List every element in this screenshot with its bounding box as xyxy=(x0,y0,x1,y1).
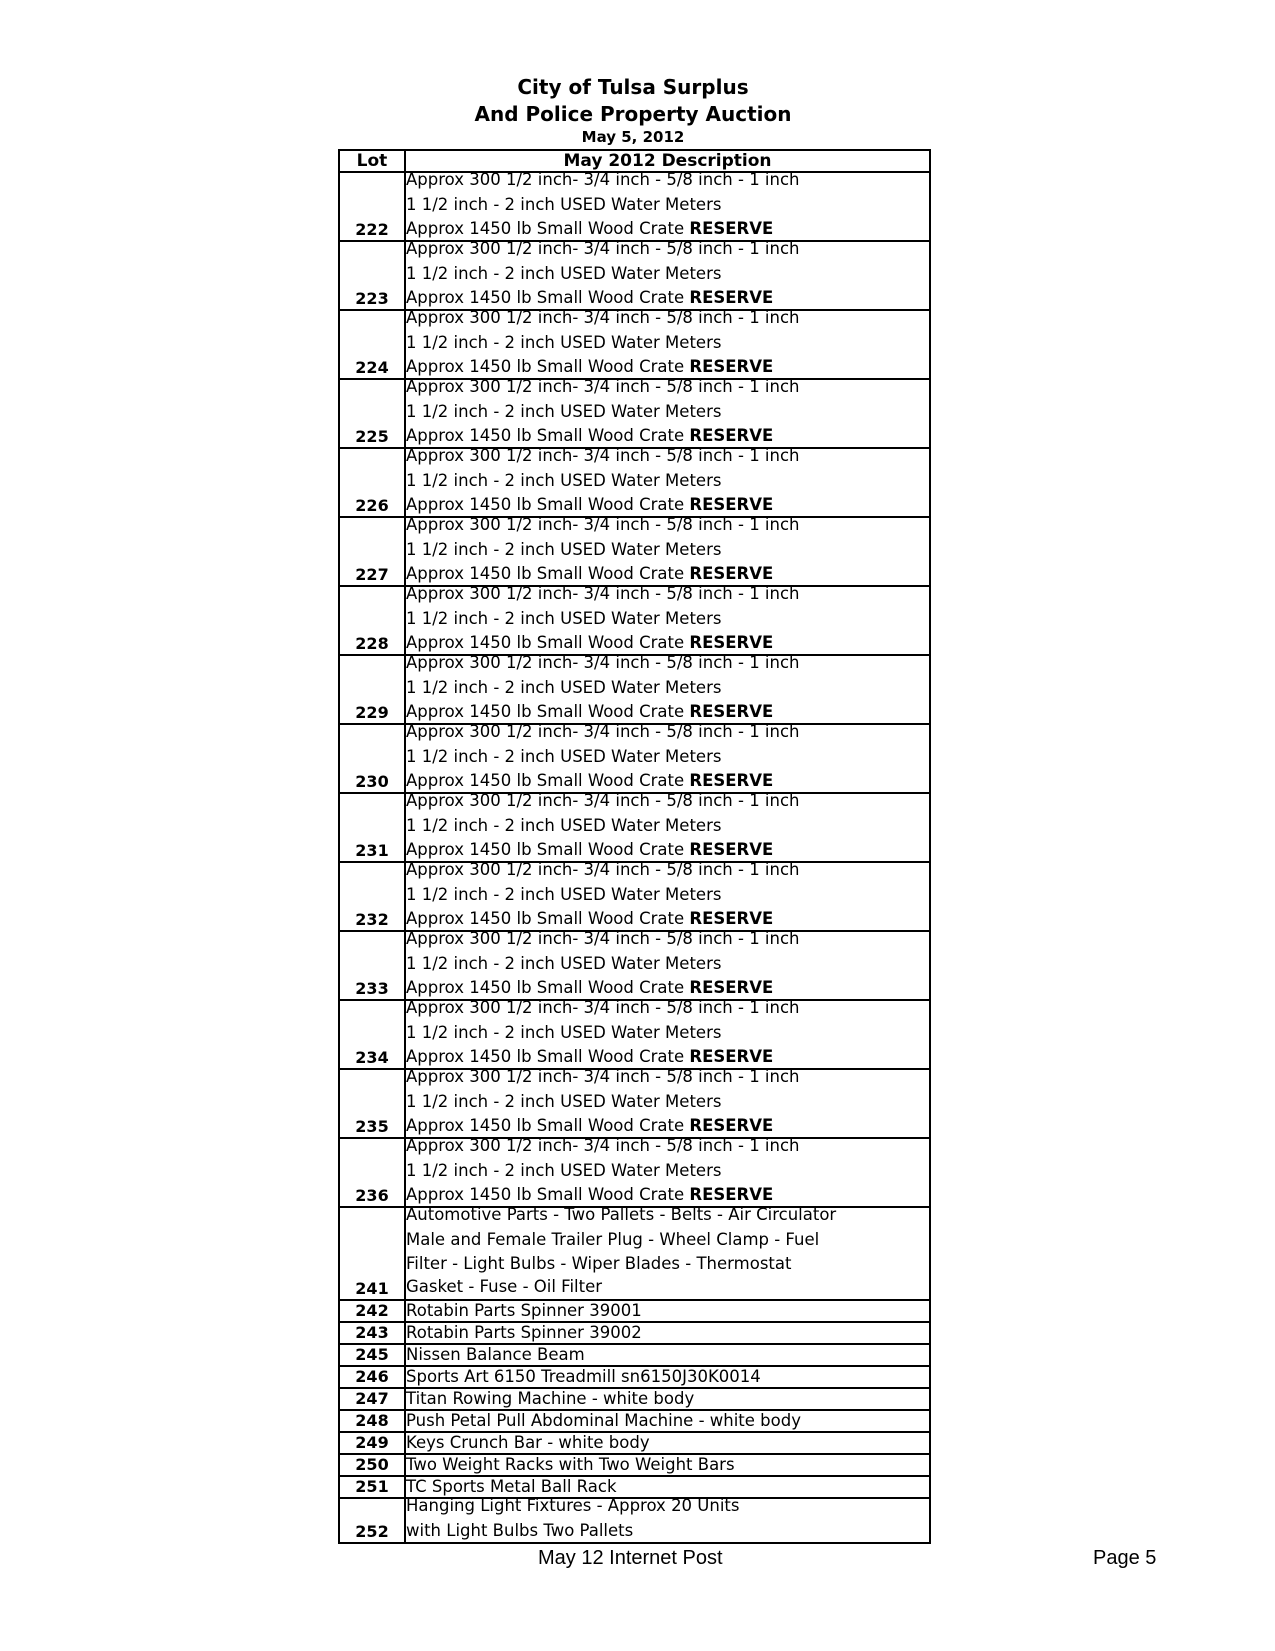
lot-description xyxy=(405,1454,930,1476)
lot-description xyxy=(405,172,930,241)
description-text: Approx 300 1/2 inch- 3/4 inch - 5/8 inch - 1 inch xyxy=(406,1001,800,1017)
description-line xyxy=(406,1455,929,1475)
description-text: TC Sports Metal Ball Rack xyxy=(406,1476,617,1496)
description-text: Gasket - Fuse - Oil Filter xyxy=(406,1277,603,1296)
description-text: 1 1/2 inch - 2 inch USED Water Meters xyxy=(406,264,722,283)
description-line xyxy=(406,193,929,217)
table-row xyxy=(339,1000,930,1069)
lot-description xyxy=(405,1432,930,1454)
lot-description xyxy=(405,310,930,379)
lot-number: 231 xyxy=(339,793,405,862)
lot-description xyxy=(405,1069,930,1138)
page-number: Page 5 xyxy=(1093,1547,1157,1569)
description-line xyxy=(406,725,929,745)
description-line xyxy=(406,676,929,700)
description-text: Approx 300 1/2 inch- 3/4 inch - 5/8 inch - 1 inch xyxy=(406,656,800,672)
description-line xyxy=(406,173,929,193)
description-line xyxy=(406,1183,929,1207)
description-line xyxy=(406,976,929,1000)
description-text: Hanging Light Fixtures - Approx 20 Units xyxy=(406,1498,740,1515)
description-text: Approx 1450 lb Small Wood Crate xyxy=(406,908,690,928)
lot-description xyxy=(405,1498,930,1544)
description-line xyxy=(406,493,929,517)
table-row xyxy=(339,1498,930,1544)
description-text: Titan Rowing Machine - white body xyxy=(406,1388,695,1408)
description-line xyxy=(406,932,929,952)
table-row xyxy=(339,1476,930,1498)
lot-number: 230 xyxy=(339,724,405,793)
description-text: Approx 1450 lb Small Wood Crate xyxy=(406,1046,690,1066)
description-text: Approx 1450 lb Small Wood Crate xyxy=(406,632,690,652)
lot-number: 241 xyxy=(339,1207,405,1300)
reserve-flag: RESERVE xyxy=(689,218,774,238)
description-line xyxy=(406,656,929,676)
description-text: Approx 1450 lb Small Wood Crate xyxy=(406,563,690,583)
lot-description xyxy=(405,655,930,724)
description-text: 1 1/2 inch - 2 inch USED Water Meters xyxy=(406,954,722,973)
table-row xyxy=(339,1069,930,1138)
table-row xyxy=(339,1454,930,1476)
description-text: Two Weight Racks with Two Weight Bars xyxy=(406,1454,735,1474)
lot-number: 234 xyxy=(339,1000,405,1069)
lot-number: 243 xyxy=(339,1322,405,1344)
table-row xyxy=(339,1207,930,1300)
lot-description xyxy=(405,1388,930,1410)
description-line xyxy=(406,1114,929,1138)
lot-description xyxy=(405,517,930,586)
table-header-row xyxy=(339,150,930,172)
description-line xyxy=(406,952,929,976)
description-text: 1 1/2 inch - 2 inch USED Water Meters xyxy=(406,609,722,628)
description-line xyxy=(406,1389,929,1409)
description-line xyxy=(406,1367,929,1387)
lot-number: 242 xyxy=(339,1300,405,1322)
table-row xyxy=(339,793,930,862)
description-text: Approx 300 1/2 inch- 3/4 inch - 5/8 inch - 1 inch xyxy=(406,1070,800,1086)
description-line xyxy=(406,907,929,931)
lot-description xyxy=(405,586,930,655)
description-line xyxy=(406,1021,929,1045)
reserve-flag: RESERVE xyxy=(689,977,774,997)
description-text: Approx 1450 lb Small Wood Crate xyxy=(406,1184,690,1204)
table-row xyxy=(339,724,930,793)
description-text: Approx 300 1/2 inch- 3/4 inch - 5/8 inch - 1 inch xyxy=(406,380,800,396)
lot-number: 224 xyxy=(339,310,405,379)
description-line xyxy=(406,286,929,310)
description-text: 1 1/2 inch - 2 inch USED Water Meters xyxy=(406,747,722,766)
lot-number: 228 xyxy=(339,586,405,655)
description-line xyxy=(406,331,929,355)
description-line xyxy=(406,607,929,631)
description-line xyxy=(406,217,929,241)
reserve-flag: RESERVE xyxy=(689,1115,774,1135)
description-line xyxy=(406,1208,929,1228)
auction-date: May 5, 2012 xyxy=(581,128,685,146)
description-line xyxy=(406,1252,929,1276)
lot-number: 248 xyxy=(339,1410,405,1432)
table-row xyxy=(339,1344,930,1366)
table-row xyxy=(339,1410,930,1432)
description-line xyxy=(406,838,929,862)
lot-table-body xyxy=(339,172,930,1543)
lot-description xyxy=(405,1322,930,1344)
table-row xyxy=(339,931,930,1000)
table-row xyxy=(339,1300,930,1322)
description-text: Rotabin Parts Spinner 39001 xyxy=(406,1300,642,1320)
description-line xyxy=(406,400,929,424)
table-row xyxy=(339,586,930,655)
description-text: Approx 1450 lb Small Wood Crate xyxy=(406,494,690,514)
lot-number: 232 xyxy=(339,862,405,931)
lot-description xyxy=(405,724,930,793)
lot-description xyxy=(405,1207,930,1300)
description-line xyxy=(406,1159,929,1183)
description-text: Approx 300 1/2 inch- 3/4 inch - 5/8 inch - 1 inch xyxy=(406,173,800,189)
description-text: Keys Crunch Bar - white body xyxy=(406,1432,650,1452)
description-line xyxy=(406,1301,929,1321)
description-line xyxy=(406,1345,929,1365)
table-row xyxy=(339,862,930,931)
description-text: Sports Art 6150 Treadmill sn6150J30K0014 xyxy=(406,1366,761,1386)
description-text: 1 1/2 inch - 2 inch USED Water Meters xyxy=(406,1092,722,1111)
description-text: Automotive Parts - Two Pallets - Belts - Air Circulator xyxy=(406,1208,837,1224)
description-text: Approx 300 1/2 inch- 3/4 inch - 5/8 inch - 1 inch xyxy=(406,725,800,741)
description-line xyxy=(406,311,929,331)
lot-number: 250 xyxy=(339,1454,405,1476)
lot-number: 251 xyxy=(339,1476,405,1498)
description-line xyxy=(406,700,929,724)
description-line xyxy=(406,449,929,469)
lot-description xyxy=(405,1476,930,1498)
description-line xyxy=(406,1477,929,1497)
description-line xyxy=(406,769,929,793)
title-line-1: City of Tulsa Surplus xyxy=(517,75,749,99)
description-line xyxy=(406,1519,929,1543)
description-line xyxy=(406,380,929,400)
description-text: Approx 300 1/2 inch- 3/4 inch - 5/8 inch - 1 inch xyxy=(406,449,800,465)
lot-description xyxy=(405,1344,930,1366)
reserve-flag: RESERVE xyxy=(689,425,774,445)
lot-description xyxy=(405,793,930,862)
lot-number: 252 xyxy=(339,1498,405,1544)
description-text: 1 1/2 inch - 2 inch USED Water Meters xyxy=(406,402,722,421)
lot-number: 235 xyxy=(339,1069,405,1138)
description-line xyxy=(406,518,929,538)
lot-number: 225 xyxy=(339,379,405,448)
lot-description xyxy=(405,448,930,517)
title-line-2: And Police Property Auction xyxy=(474,102,792,126)
description-text: Approx 300 1/2 inch- 3/4 inch - 5/8 inch - 1 inch xyxy=(406,1139,800,1155)
reserve-flag: RESERVE xyxy=(689,563,774,583)
lot-number: 227 xyxy=(339,517,405,586)
reserve-flag: RESERVE xyxy=(689,494,774,514)
description-line xyxy=(406,1139,929,1159)
description-text: Rotabin Parts Spinner 39002 xyxy=(406,1322,642,1342)
description-text: 1 1/2 inch - 2 inch USED Water Meters xyxy=(406,471,722,490)
description-line xyxy=(406,883,929,907)
description-line xyxy=(406,1090,929,1114)
description-line xyxy=(406,587,929,607)
table-row xyxy=(339,1432,930,1454)
description-line xyxy=(406,794,929,814)
lot-description xyxy=(405,1300,930,1322)
footer-post-label: May 12 Internet Post xyxy=(538,1547,723,1569)
column-header-description: May 2012 Description xyxy=(405,150,930,172)
lot-description xyxy=(405,379,930,448)
reserve-flag: RESERVE xyxy=(689,1046,774,1066)
reserve-flag: RESERVE xyxy=(689,356,774,376)
description-line xyxy=(406,1001,929,1021)
description-text: with Light Bulbs Two Pallets xyxy=(406,1520,634,1540)
description-text: Approx 300 1/2 inch- 3/4 inch - 5/8 inch - 1 inch xyxy=(406,863,800,879)
description-line xyxy=(406,262,929,286)
description-line xyxy=(406,242,929,262)
table-row xyxy=(339,1322,930,1344)
description-line xyxy=(406,562,929,586)
description-line xyxy=(406,1411,929,1431)
description-text: Approx 1450 lb Small Wood Crate xyxy=(406,356,690,376)
description-line xyxy=(406,1499,929,1519)
lot-number: 249 xyxy=(339,1432,405,1454)
description-line xyxy=(406,863,929,883)
description-text: Approx 1450 lb Small Wood Crate xyxy=(406,770,690,790)
lot-description xyxy=(405,241,930,310)
description-text: Approx 300 1/2 inch- 3/4 inch - 5/8 inch - 1 inch xyxy=(406,518,800,534)
reserve-flag: RESERVE xyxy=(689,287,774,307)
table-row xyxy=(339,1138,930,1207)
reserve-flag: RESERVE xyxy=(689,632,774,652)
description-line xyxy=(406,538,929,562)
description-line xyxy=(406,355,929,379)
lot-number: 236 xyxy=(339,1138,405,1207)
table-row xyxy=(339,448,930,517)
description-line xyxy=(406,1323,929,1343)
description-text: Push Petal Pull Abdominal Machine - white body xyxy=(406,1410,801,1430)
description-text: Approx 300 1/2 inch- 3/4 inch - 5/8 inch - 1 inch xyxy=(406,932,800,948)
lot-description xyxy=(405,862,930,931)
description-text: Approx 1450 lb Small Wood Crate xyxy=(406,977,690,997)
description-text: Approx 300 1/2 inch- 3/4 inch - 5/8 inch - 1 inch xyxy=(406,794,800,810)
lot-description xyxy=(405,1000,930,1069)
description-text: Male and Female Trailer Plug - Wheel Clamp - Fuel xyxy=(406,1230,820,1249)
lot-number: 226 xyxy=(339,448,405,517)
description-text: Approx 300 1/2 inch- 3/4 inch - 5/8 inch - 1 inch xyxy=(406,242,800,258)
description-line xyxy=(406,1228,929,1252)
lot-table xyxy=(338,149,931,1544)
reserve-flag: RESERVE xyxy=(689,701,774,721)
description-text: Approx 1450 lb Small Wood Crate xyxy=(406,287,690,307)
description-line xyxy=(406,469,929,493)
lot-description xyxy=(405,1138,930,1207)
lot-number: 229 xyxy=(339,655,405,724)
reserve-flag: RESERVE xyxy=(689,1184,774,1204)
description-text: Nissen Balance Beam xyxy=(406,1344,585,1364)
description-text: Approx 1450 lb Small Wood Crate xyxy=(406,425,690,445)
lot-number: 222 xyxy=(339,172,405,241)
lot-description xyxy=(405,1410,930,1432)
description-text: 1 1/2 inch - 2 inch USED Water Meters xyxy=(406,678,722,697)
description-line xyxy=(406,631,929,655)
description-text: Filter - Light Bulbs - Wiper Blades - Thermostat xyxy=(406,1253,792,1273)
reserve-flag: RESERVE xyxy=(689,770,774,790)
description-text: Approx 300 1/2 inch- 3/4 inch - 5/8 inch - 1 inch xyxy=(406,587,800,603)
description-text: 1 1/2 inch - 2 inch USED Water Meters xyxy=(406,333,722,352)
table-row xyxy=(339,241,930,310)
description-text: Approx 1450 lb Small Wood Crate xyxy=(406,839,690,859)
description-line xyxy=(406,745,929,769)
description-text: 1 1/2 inch - 2 inch USED Water Meters xyxy=(406,1023,722,1042)
table-row xyxy=(339,172,930,241)
description-text: Approx 1450 lb Small Wood Crate xyxy=(406,701,690,721)
table-row xyxy=(339,379,930,448)
description-text: Approx 1450 lb Small Wood Crate xyxy=(406,1115,690,1135)
description-text: 1 1/2 inch - 2 inch USED Water Meters xyxy=(406,195,722,214)
lot-number: 245 xyxy=(339,1344,405,1366)
table-row xyxy=(339,517,930,586)
description-line xyxy=(406,1045,929,1069)
table-row xyxy=(339,1388,930,1410)
description-text: 1 1/2 inch - 2 inch USED Water Meters xyxy=(406,540,722,559)
table-row xyxy=(339,655,930,724)
table-row xyxy=(339,310,930,379)
description-line xyxy=(406,424,929,448)
table-row xyxy=(339,1366,930,1388)
description-text: Approx 300 1/2 inch- 3/4 inch - 5/8 inch - 1 inch xyxy=(406,311,800,327)
description-text: Approx 1450 lb Small Wood Crate xyxy=(406,218,690,238)
lot-description xyxy=(405,931,930,1000)
lot-number: 246 xyxy=(339,1366,405,1388)
reserve-flag: RESERVE xyxy=(689,839,774,859)
lot-description xyxy=(405,1366,930,1388)
description-text: 1 1/2 inch - 2 inch USED Water Meters xyxy=(406,885,722,904)
lot-number: 233 xyxy=(339,931,405,1000)
description-line xyxy=(406,1275,929,1299)
description-text: 1 1/2 inch - 2 inch USED Water Meters xyxy=(406,816,722,835)
description-line xyxy=(406,1070,929,1090)
description-line xyxy=(406,1433,929,1453)
lot-number: 223 xyxy=(339,241,405,310)
description-text: 1 1/2 inch - 2 inch USED Water Meters xyxy=(406,1161,722,1180)
lot-number: 247 xyxy=(339,1388,405,1410)
reserve-flag: RESERVE xyxy=(689,908,774,928)
column-header-lot: Lot xyxy=(339,150,405,172)
description-line xyxy=(406,814,929,838)
